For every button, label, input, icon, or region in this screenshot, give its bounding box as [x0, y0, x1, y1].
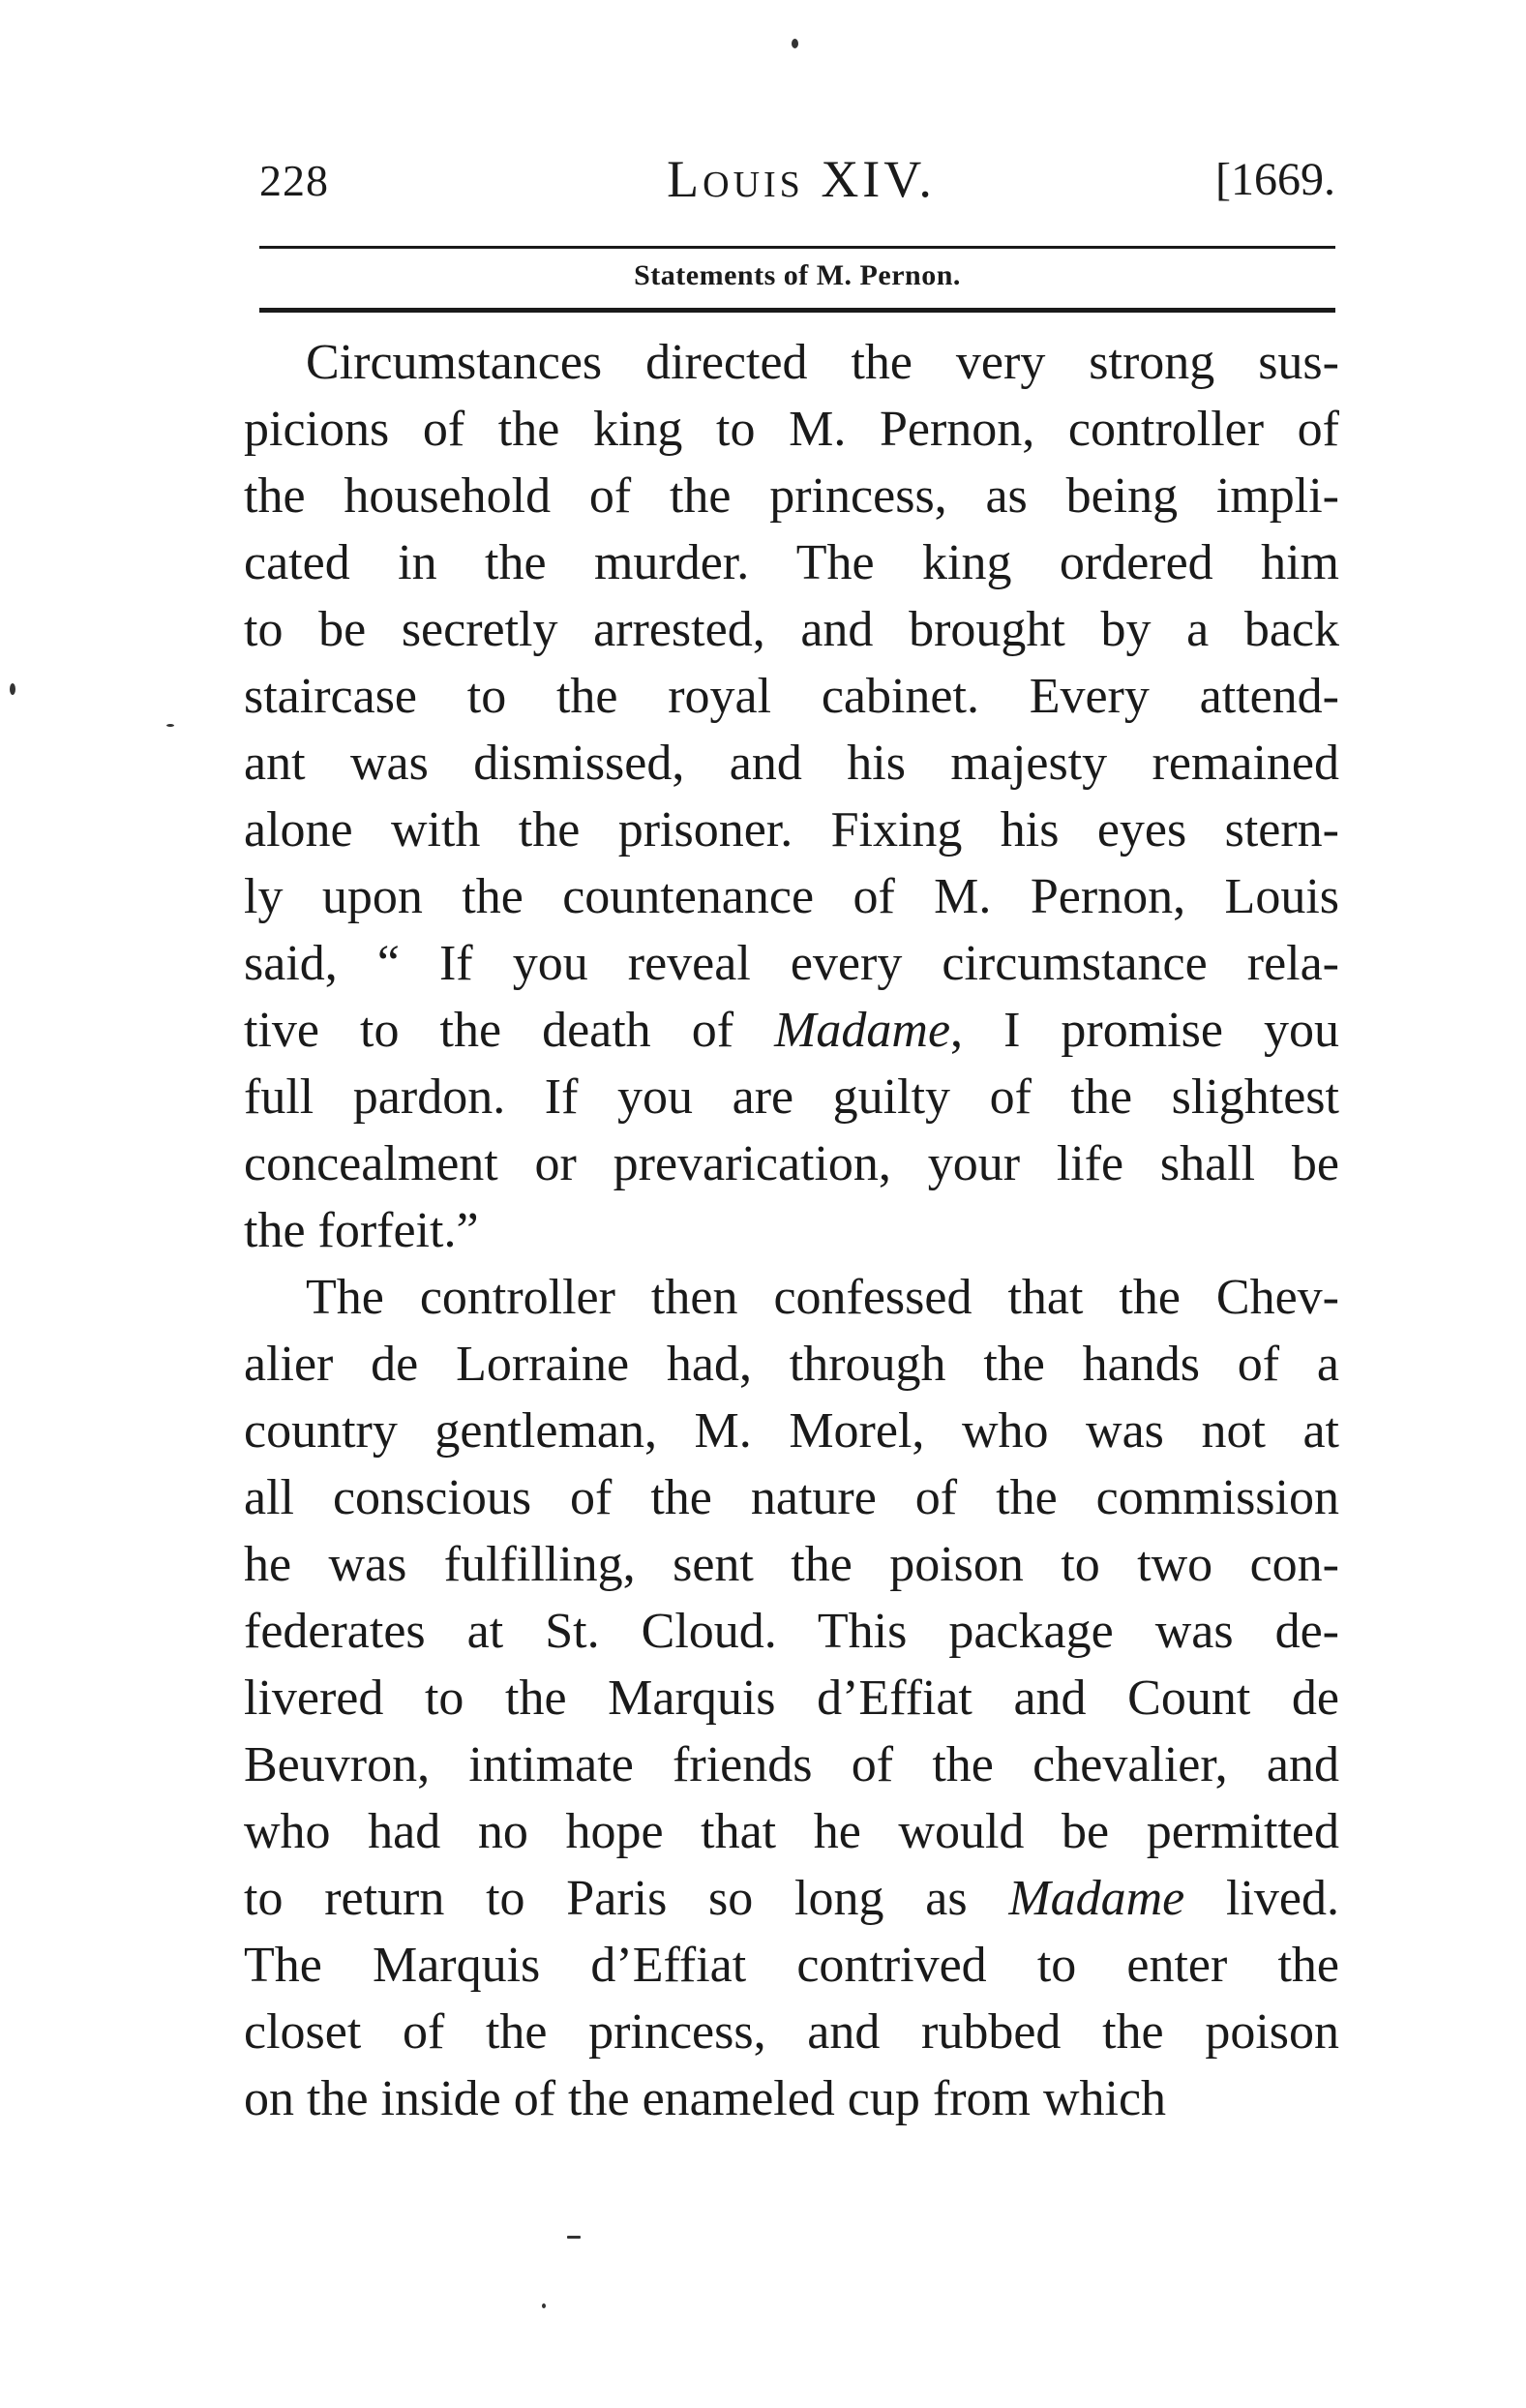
print-speck	[166, 724, 174, 727]
print-speck	[10, 683, 15, 695]
text-line: all conscious of the nature of the commission	[244, 1470, 1339, 1525]
section-heading: Statements of M. Pernon.	[634, 259, 961, 291]
text-line: the household of the princess, as being impli-	[244, 468, 1339, 524]
year-mark: [1669.	[1215, 154, 1335, 205]
text-line	[244, 997, 1339, 1064]
text-line: who had no hope that he would be permitted	[244, 1804, 1339, 1859]
text-line: staircase to the royal cabinet. Every attend-	[244, 669, 1339, 724]
print-speck	[542, 2303, 546, 2308]
paragraph-2	[244, 1264, 1339, 2132]
text-line: livered to the Marquis d’Effiat and Count de	[244, 1671, 1339, 1726]
text-line: federates at St. Cloud. This package was de-	[244, 1604, 1339, 1659]
running-head	[259, 145, 1335, 213]
text-line: cated in the murder. The king ordered him	[244, 535, 1339, 590]
text-line: Circumstances directed the very strong sus-	[306, 335, 1339, 390]
text-line: closet of the princess, and rubbed the poison	[244, 2004, 1339, 2060]
text-segment: , I promise you	[950, 1003, 1339, 1058]
italic-text: Madame	[774, 1003, 951, 1058]
text-segment: to return to Paris so long as	[244, 1871, 1009, 1926]
print-speck	[567, 2236, 581, 2239]
text-line: The controller then confessed that the Chev-	[306, 1270, 1339, 1325]
text-line: concealment or prevarication, your life shall be	[244, 1136, 1339, 1191]
text-line: he was fulfilling, sent the poison to two con-	[244, 1537, 1339, 1592]
page-number: 228	[259, 156, 329, 205]
text-line	[244, 1865, 1339, 1932]
text-line: ant was dismissed, and his majesty remained	[244, 736, 1339, 791]
text-line: picions of the king to M. Pernon, controller of	[244, 402, 1339, 457]
print-speck	[792, 39, 798, 48]
text-segment: lived.	[1184, 1871, 1339, 1926]
text-line: to be secretly arrested, and brought by a back	[244, 602, 1339, 657]
body-text	[244, 329, 1339, 2132]
book-title: Louis XIV.	[667, 150, 936, 208]
text-line: the forfeit.”	[244, 1203, 479, 1258]
text-line: country gentleman, M. Morel, who was not at	[244, 1403, 1339, 1459]
text-line: Beuvron, intimate friends of the chevalier, and	[244, 1737, 1339, 1792]
text-segment: tive to the death of	[244, 1003, 775, 1058]
italic-text: Madame	[1008, 1871, 1185, 1926]
text-line: The Marquis d’Effiat contrived to enter the	[244, 1938, 1339, 1993]
header-rule-bottom	[259, 308, 1335, 313]
text-line: full pardon. If you are guilty of the slightest	[244, 1069, 1339, 1125]
paragraph-1	[244, 329, 1339, 1264]
header-rule-top	[259, 246, 1335, 249]
text-line: on the inside of the enameled cup from which	[244, 2071, 1167, 2126]
text-line: alier de Lorraine had, through the hands of a	[244, 1337, 1339, 1392]
text-line: alone with the prisoner. Fixing his eyes stern-	[244, 802, 1339, 858]
text-line: said, “ If you reveal every circumstance rela-	[244, 936, 1339, 991]
text-line: ly upon the countenance of M. Pernon, Louis	[244, 869, 1339, 924]
